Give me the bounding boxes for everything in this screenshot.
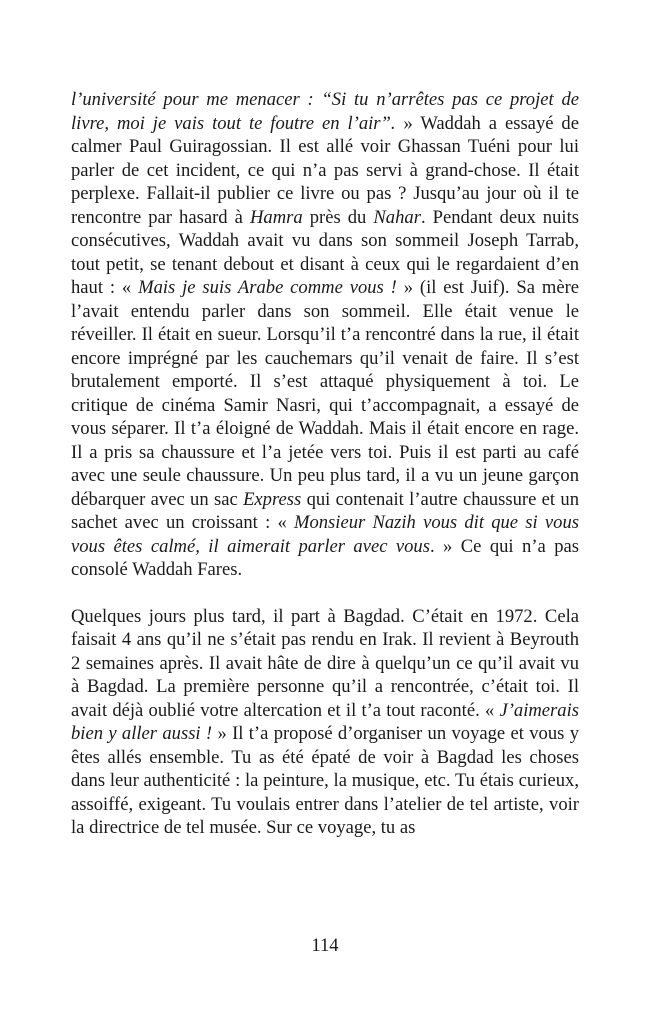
text-run: . Pendant deux nuits consécutives, Waddah avait vu dans son sommeil Joseph Tarrab, tout petit, se tenant debout et disant à ceux qui le regardaient d’en haut : « (71, 206, 579, 298)
paragraph (71, 88, 579, 582)
text-run: près du (302, 206, 374, 228)
italic-text-run: l’université pour me menacer : “Si tu n’arrêtes pas ce projet de livre, moi je vais tout te foutre en l’air”. (71, 89, 579, 134)
paragraph (71, 605, 579, 840)
page-number: 114 (311, 935, 339, 956)
italic-text-run: Monsieur Nazih vous dit que si vous vous êtes calmé, il aimerait parler avec vous (71, 512, 579, 557)
italic-text-run: Hamra (249, 206, 303, 228)
italic-text-run: J’aimerais bien y aller aussi ! (71, 699, 579, 744)
text-run: » (il est Juif). Sa mère l’avait entendu parler dans son sommeil. Elle était venue le réveiller. Il était en sueur. Lorsqu’il t’a rencontré dans la rue, il était encore imprégné par les cauchemars qu’il venait de faire. Il s’est brutalement emporté. Il s’est attaqué physiquement à toi. Le critique de cinéma Samir Nasri, qui t’accompagnait, a essayé de vous séparer. Il t’a éloigné de Waddah. Mais il était encore en rage. Il a pris sa chaussure et l’a jetée vers toi. Puis il est parti au café avec une seule chaussure. Un peu plus tard, il a vu un jeune garçon débarquer avec un sac (71, 277, 580, 510)
italic-text-run: Nahar (373, 206, 421, 228)
italic-text-run: Mais je suis Arabe comme vous ! (138, 277, 397, 298)
text-run: » Il t’a proposé d’organiser un voyage et vous y êtes allés ensemble. Tu as été épaté de voir à Bagdad les choses dans leur authenticité : la peinture, la musique, etc. Tu étais curieux, assoiffé, exigeant. Tu voulais entrer dans l’atelier de tel artiste, voir la directrice de tel musée. Sur ce voyage, tu as (71, 723, 579, 838)
text-run: . » Ce qui n’a pas consolé Waddah Fares. (71, 535, 579, 580)
italic-text-run: Express (243, 488, 302, 510)
text-run: qui contenait l’autre chaussure et un sachet avec un croissant : « (71, 488, 579, 533)
body-text (71, 88, 579, 840)
text-run: » Waddah a essayé de calmer Paul Guiragossian. Il est allé voir Ghassan Tuéni pour lui parler de cet incident, ce qui n’a pas servi à grand-chose. Il était perplexe. Fallait-il publier ce livre ou pas ? Jusqu’au jour où il te rencontre par hasard à (71, 112, 579, 228)
text-run: Quelques jours plus tard, il part à Bagdad. C’était en 1972. Cela faisait 4 ans qu’il ne s’était pas rendu en Irak. Il revient à Beyrouth 2 semaines après. Il avait hâte de dire à quelqu’un ce qu’il avait vu à Bagdad. La première personne qu’il a rencontrée, c’était toi. Il avait déjà oublié votre altercation et il t’a tout raconté. « (71, 605, 579, 721)
